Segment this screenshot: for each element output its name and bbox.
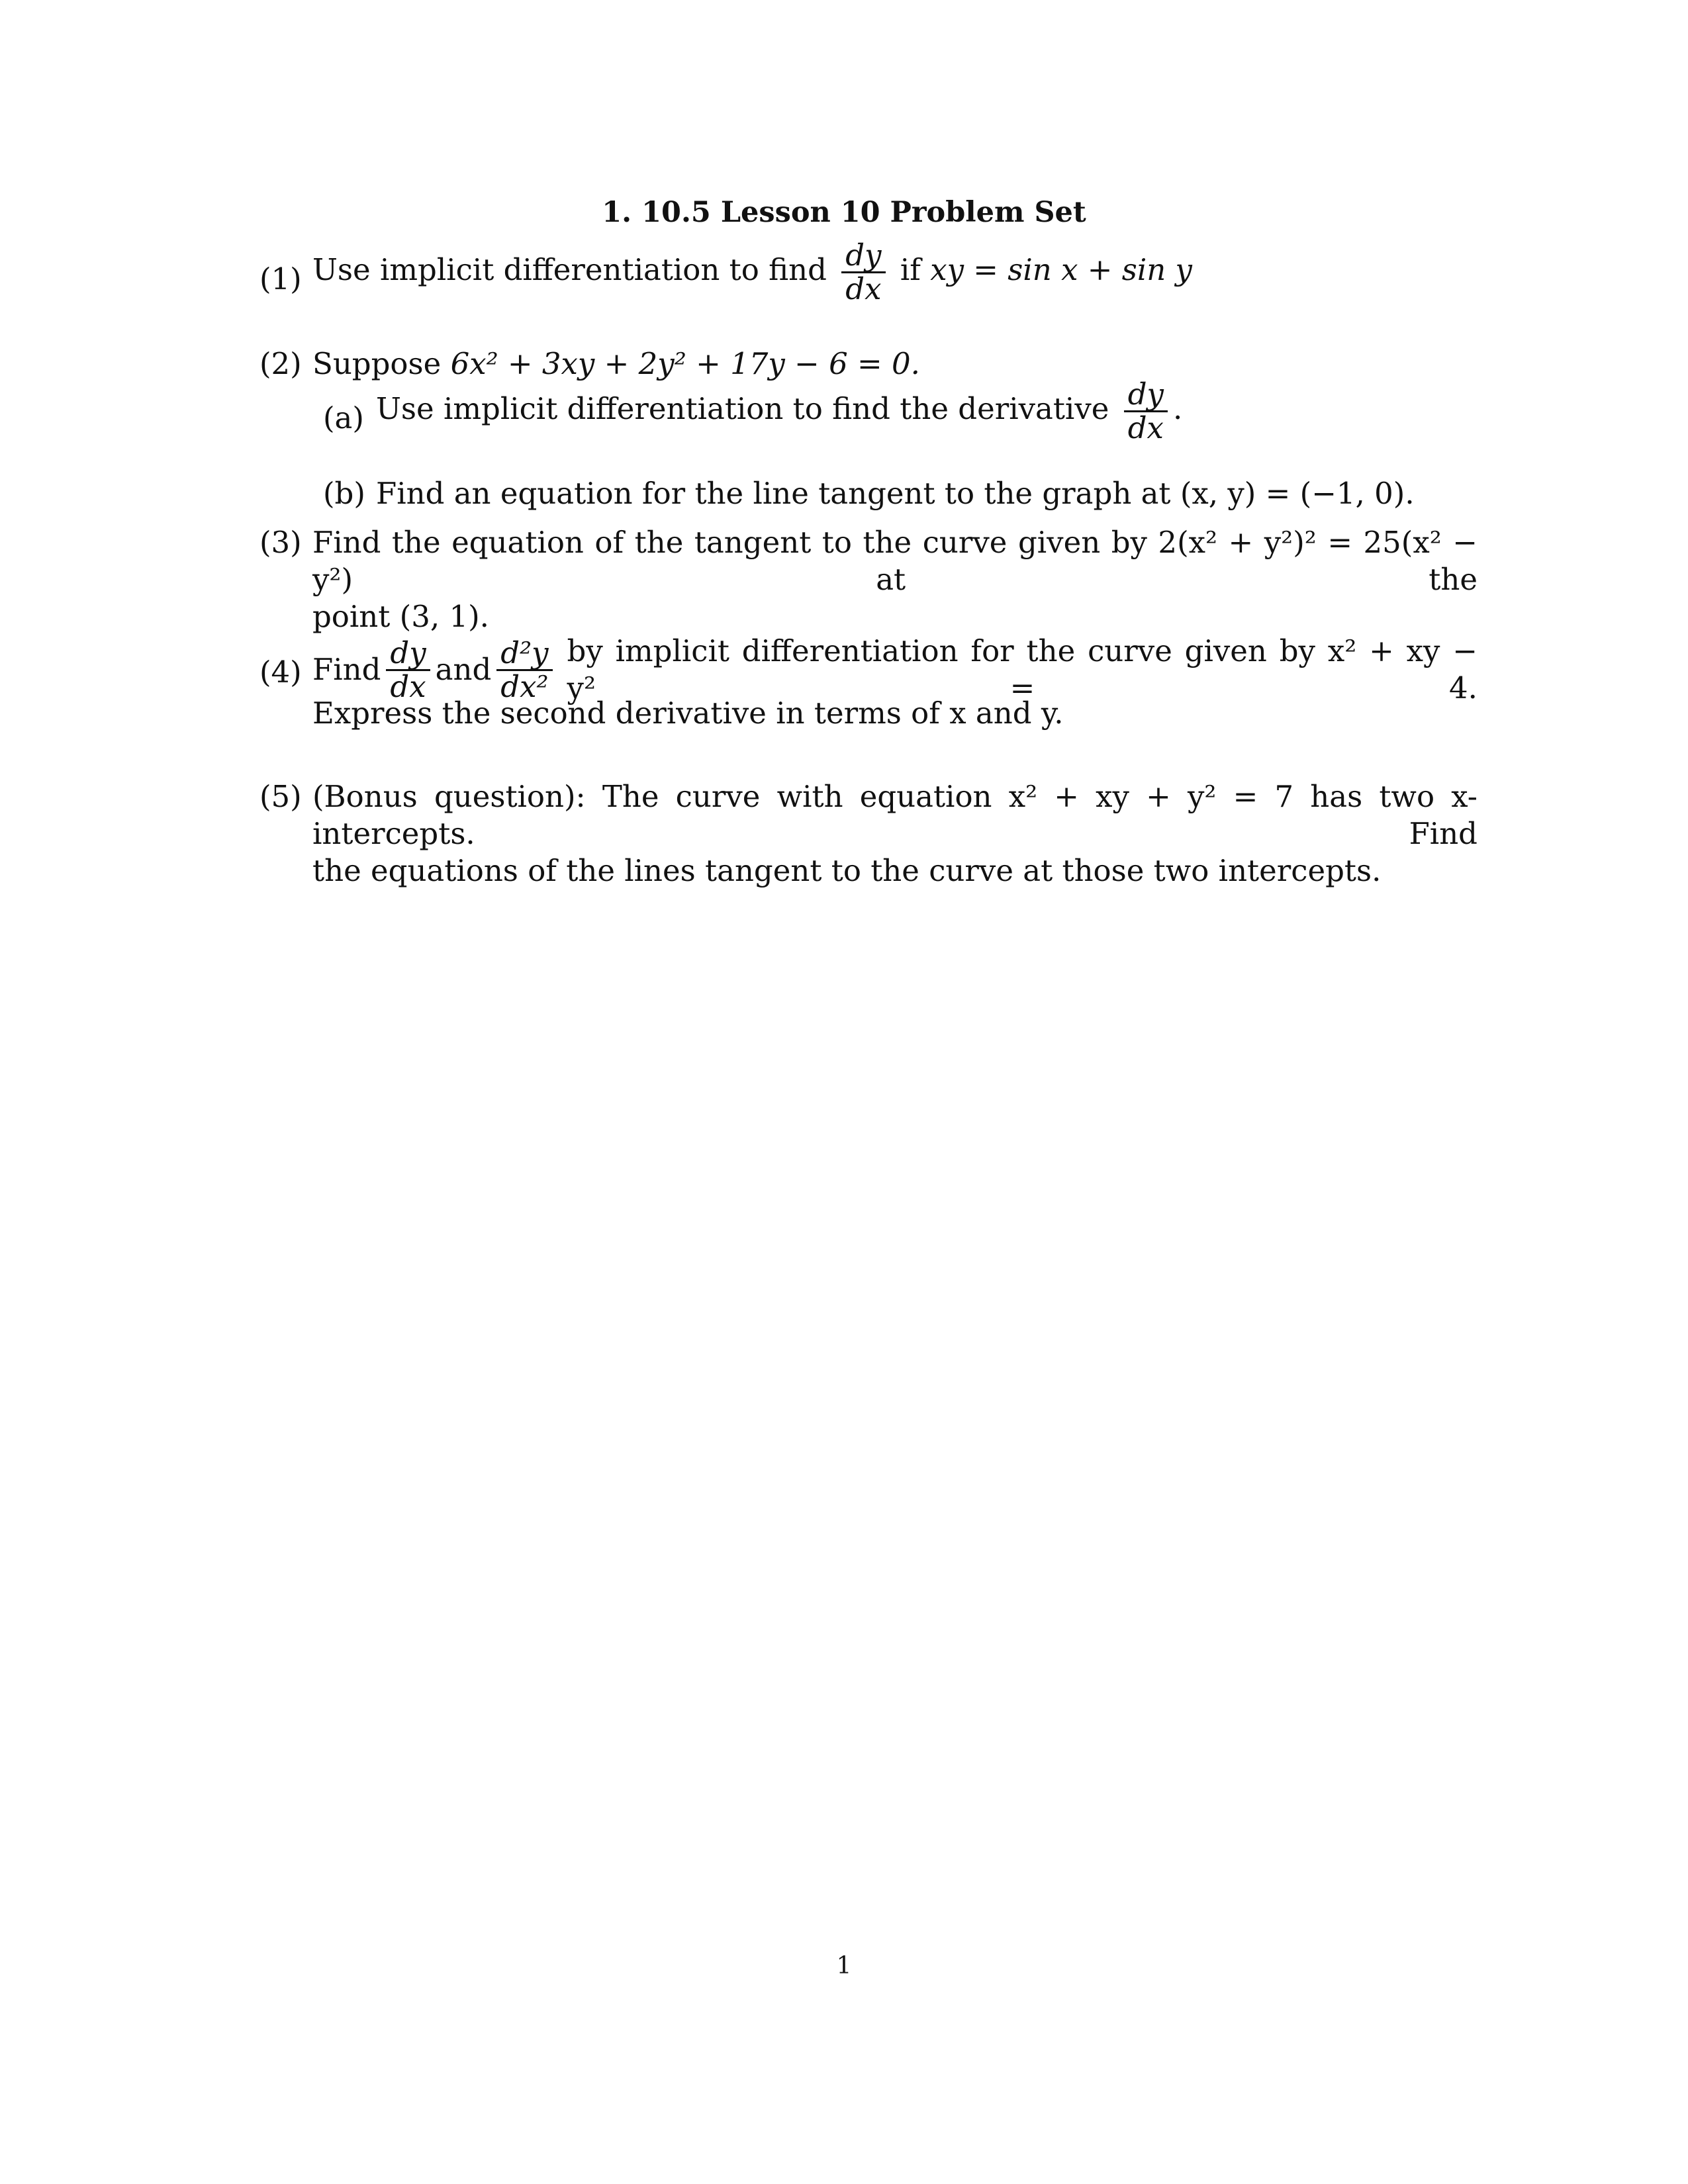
problem-line: (Bonus question): The curve with equation x² + xy + y² = 7 has two x-intercepts. Find bbox=[312, 779, 1477, 851]
equation: 6x² + 3xy + 2y² + 17y − 6 = 0. bbox=[450, 346, 920, 381]
problem-line: Find the equation of the tangent to the curve given by 2(x² + y²)² = 25(x² − y²) at the bbox=[312, 525, 1477, 597]
equation: xy = sin x + sin y bbox=[930, 252, 1192, 287]
problem-4 bbox=[259, 633, 1477, 732]
problem-text: Suppose bbox=[312, 346, 442, 381]
part-body: Find an equation for the line tangent to the graph at (x, y) = (−1, 0). bbox=[376, 476, 1415, 511]
problem-label: (5) bbox=[259, 779, 302, 814]
fraction-dy-dx bbox=[1124, 379, 1168, 444]
problem-line: the equations of the lines tangent to the curve at those two intercepts. bbox=[312, 853, 1382, 888]
problem-line: Express the second derivative in terms of x and y. bbox=[312, 696, 1064, 731]
fraction-numerator: d²y bbox=[496, 637, 552, 671]
problem-label: (3) bbox=[259, 525, 302, 560]
part-text: Use implicit differentiation to find the derivative bbox=[376, 391, 1109, 426]
fraction-denominator: dx² bbox=[500, 668, 549, 704]
fraction-numerator: dy bbox=[386, 637, 430, 671]
problem-body bbox=[312, 240, 1477, 305]
problem-5 bbox=[259, 778, 1477, 889]
fraction-denominator: dx bbox=[1127, 410, 1164, 445]
part-label: (a) bbox=[323, 400, 364, 435]
part-body bbox=[376, 379, 1182, 444]
part-text: . bbox=[1172, 391, 1183, 426]
fraction-denominator: dx bbox=[390, 668, 426, 704]
fraction-numerator: dy bbox=[841, 240, 885, 273]
section-title: 1. 10.5 Lesson 10 Problem Set bbox=[602, 196, 1086, 229]
problem-text: Find bbox=[312, 652, 381, 687]
problem-3 bbox=[259, 524, 1477, 635]
problem-text: and bbox=[435, 652, 492, 687]
problem-label: (4) bbox=[259, 655, 302, 690]
problem-text: Use implicit differentiation to find bbox=[312, 252, 827, 287]
fraction-denominator: dx bbox=[845, 271, 882, 306]
problem-line: point (3, 1). bbox=[312, 599, 489, 634]
problem-label: (1) bbox=[259, 261, 302, 296]
problem-2b bbox=[323, 475, 1415, 512]
fraction-dy-dx bbox=[841, 240, 885, 305]
problem-2a bbox=[323, 379, 1182, 444]
problem-text: if bbox=[900, 252, 921, 287]
fraction-numerator: dy bbox=[1124, 379, 1168, 412]
problem-label: (2) bbox=[259, 346, 302, 381]
page-number: 1 bbox=[836, 1952, 852, 1979]
problem-2 bbox=[259, 345, 1477, 383]
problem-body bbox=[312, 345, 1477, 383]
part-label: (b) bbox=[323, 476, 365, 511]
fraction-second-derivative bbox=[496, 637, 552, 703]
problem-1 bbox=[259, 240, 1477, 305]
problem-text: by implicit differentiation for the curve given by x² + xy − y² = 4. bbox=[567, 633, 1477, 705]
fraction-dy-dx bbox=[386, 637, 430, 703]
